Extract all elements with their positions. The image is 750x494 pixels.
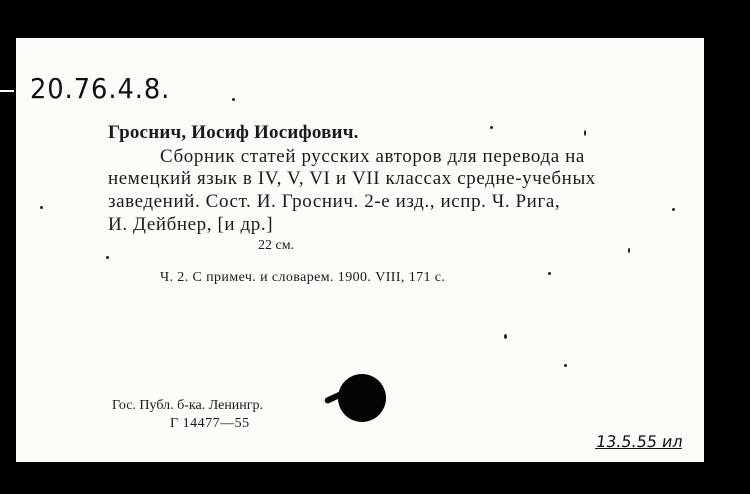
dust-speck <box>584 130 586 136</box>
part-note: Ч. 2. С примеч. и словарем. 1900. VIII, 171 с. <box>160 270 446 285</box>
handwritten-call-number: 20.76.4.8. <box>30 72 171 105</box>
library-stamp: Гос. Публ. б-ка. Ленингр. <box>112 398 264 413</box>
title-line-2: немецкий язык в IV, V, VI и VII классах средне-учебных <box>108 168 596 189</box>
handwritten-date: 13.5.55 ил <box>594 432 685 451</box>
ink-blot <box>338 374 386 422</box>
title-line-3: заведений. Сост. И. Гроснич. 2-е изд., испр. Ч. Рига, <box>108 191 561 212</box>
scan-edge-mark <box>0 90 14 92</box>
author-heading: Гроснич, Иосиф Иосифович. <box>108 122 359 143</box>
inventory-number: Г 14477—55 <box>170 416 250 431</box>
title-line-1: Сборник статей русских авторов для перевода на <box>160 146 585 167</box>
dust-speck <box>504 334 507 339</box>
dust-speck <box>106 256 109 259</box>
size-note: 22 см. <box>258 238 295 253</box>
dust-speck <box>232 98 235 101</box>
title-line-4: И. Дейбнер, [и др.] <box>108 214 274 235</box>
dust-speck <box>564 364 567 367</box>
dust-speck <box>548 272 551 275</box>
dust-speck <box>628 248 630 253</box>
dust-speck <box>490 126 493 129</box>
dust-speck <box>672 208 675 211</box>
catalog-card <box>16 38 704 462</box>
dust-speck <box>40 206 43 209</box>
